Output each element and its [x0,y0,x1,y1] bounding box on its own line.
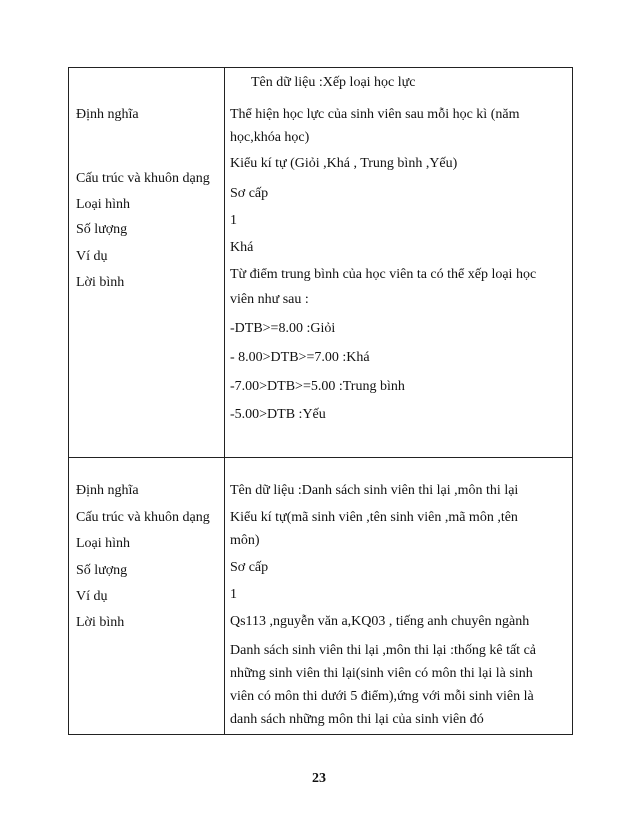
label-example: Ví dụ [76,589,108,604]
label-quantity: Số lượng [76,222,128,237]
example-text: Khá [230,240,254,255]
label-column [69,458,225,735]
label-comment: Lời bình [76,615,125,630]
comment-text: danh sách những môn thi lại của sinh viên đó [230,712,484,727]
definition-text: học,khóa học) [230,130,310,145]
label-type: Loại hình [76,197,131,212]
rule-text: -DTB>=8.00 :Giỏi [230,321,336,336]
quantity-text: 1 [230,213,237,228]
comment-text: Từ điểm trung bình của học viên ta có thể xếp loại học [230,267,537,282]
label-structure: Cấu trúc và khuôn dạng [76,510,210,525]
definition-text: Thể hiện học lực của sinh viên sau mỗi học kì (năm [230,107,520,122]
value-column [225,458,573,735]
structure-text: môn) [230,533,260,548]
example-text: Qs113 ,nguyễn văn a,KQ03 , tiếng anh chuyên ngành [230,614,530,629]
label-column [69,68,225,458]
label-definition: Định nghĩa [76,483,139,498]
label-quantity: Số lượng [76,563,128,578]
data-name-title: Tên dữ liệu :Danh sách sinh viên thi lại ,môn thi lại [230,483,519,498]
rule-text: - 8.00>DTB>=7.00 :Khá [230,350,370,365]
structure-text: Kiểu kí tự (Giỏi ,Khá , Trung bình ,Yếu) [230,156,458,171]
comment-text: những sinh viên thi lại(sinh viên có môn thi lại là sinh [230,666,533,681]
label-example: Ví dụ [76,249,108,264]
value-column [225,68,573,458]
type-text: Sơ cấp [230,186,269,201]
comment-text: viên như sau : [230,292,309,307]
table-row [69,458,573,735]
comment-text: viên có môn thi dưới 5 điểm),ứng với mỗi sinh viên là [230,689,534,704]
label-type: Loại hình [76,536,131,551]
comment-text: Danh sách sinh viên thi lại ,môn thi lại :thống kê tất cả [230,643,536,658]
data-name-title: Tên dữ liệu :Xếp loại học lực [251,75,416,90]
type-text: Sơ cấp [230,560,269,575]
label-comment: Lời bình [76,275,125,290]
data-dictionary-table [68,67,573,735]
page-number: 23 [312,771,326,786]
rule-text: -5.00>DTB :Yếu [230,407,326,422]
label-definition: Định nghĩa [76,107,139,122]
structure-text: Kiểu kí tự(mã sinh viên ,tên sinh viên ,mã môn ,tên [230,510,518,525]
quantity-text: 1 [230,587,237,602]
table-row [69,68,573,458]
label-structure: Cấu trúc và khuôn dạng [76,171,210,186]
rule-text: -7.00>DTB>=5.00 :Trung bình [230,379,405,394]
